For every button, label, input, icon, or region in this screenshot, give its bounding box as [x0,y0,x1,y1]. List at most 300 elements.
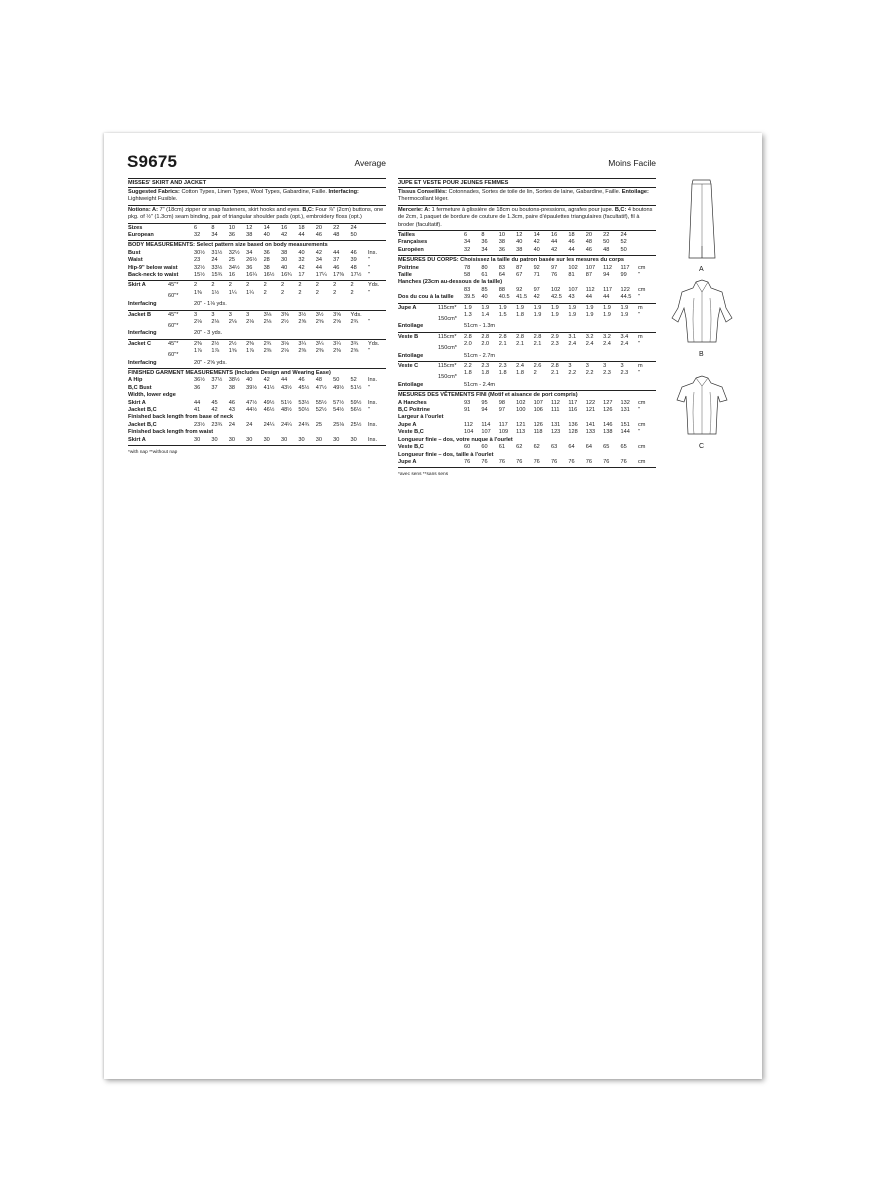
cell-value: 1.9 [603,304,611,311]
cell-value: 92 [516,286,523,293]
cell-value: 2½ [228,340,237,347]
cell-value: 83 [498,264,506,271]
cell-value: 87 [516,264,523,271]
cell-value: 24¼ [263,421,275,428]
cell-value: 2.1 [533,341,542,348]
cell-value: 3 [228,311,232,318]
cell-value: 133 [585,429,596,436]
francaises-row [398,239,656,246]
cell-value: 48 [350,264,357,271]
row-label: A Hip [128,377,143,384]
cell-value: 76 [550,458,558,465]
cell-value: 30 [263,436,270,443]
cell-value: 1.9 [620,304,629,311]
cell-value: 15¾ [211,271,223,278]
cell-value: 1.9 [568,304,577,311]
cell-value: 43½ [280,384,292,391]
cell-value: 24¼ [280,421,292,428]
cell-value: 107 [568,286,578,293]
cell-value: 57½ [333,399,345,406]
cell-value: 1⅜ [194,289,202,296]
cell-value: 2.8 [498,333,507,340]
finished-row [398,452,656,459]
body-row [128,257,386,264]
cell-value: 25⅛ [333,421,345,428]
cell-value: 1¼ [228,289,237,296]
cell-value: 44 [603,294,610,301]
cell-value: 8 [211,224,215,231]
french-table-body [398,178,656,479]
row-label: Interfacing [128,301,157,308]
cell-value: 44½ [246,407,258,414]
cell-value: 2 [298,282,302,289]
cell-value: 59½ [350,399,362,406]
garment-label: Jacket B [128,311,152,318]
sizes-row [398,232,656,239]
cell-value: 8 [481,231,485,238]
cell-unit: " [368,319,370,325]
cell-value: 76 [464,458,471,465]
cell-value: 33½ [211,264,223,271]
cell-value: 38 [263,264,270,271]
cell-value: 34 [481,246,488,253]
finished-row [398,414,656,421]
cell-value: 71 [533,271,540,278]
cell-value: 76 [533,458,540,465]
cell-value: 1.9 [585,312,594,318]
row-label: B,C Bust [128,384,152,391]
cell-value: 126 [603,407,613,414]
cell-value: 1.9 [533,304,542,311]
cell-value: 23 [194,257,201,264]
interfacing-value: 20" - 2⅝ yds. [194,359,227,366]
cell-value: 97 [550,264,558,271]
cell-value: 92 [533,264,540,271]
cell-value: 30 [333,436,340,443]
cell-value: 2 [315,282,319,289]
row-label: Sizes [128,224,143,231]
garment-label: Jacket C [128,340,152,347]
cell-value: 65 [603,444,610,451]
yardage-table [128,312,386,338]
cell-value: 41.5 [516,294,528,301]
cell-value: 48 [315,377,322,384]
cell-value: 43 [568,294,575,301]
yardage-row [398,341,656,348]
cell-value: 2⅛ [194,319,202,325]
cell-value: 1¼ [246,289,254,296]
cell-value: 44 [568,246,575,253]
cell-value: 47½ [246,399,258,406]
row-label [128,290,194,300]
cell-value: 112 [464,421,473,428]
row-label: Entoilage [398,381,424,388]
cell-value: 34 [464,239,471,246]
cell-value: 2⅜ [298,348,307,355]
fabric-width: 60"* [168,351,179,358]
cell-value: 36 [498,246,506,253]
row-label: A Hanches [398,399,427,406]
cell-value: 128 [568,429,578,436]
cell-value: 48 [333,231,340,238]
cell-unit: cm [638,399,646,406]
body-row [398,287,656,294]
cell-value: 1.9 [533,312,542,318]
cell-value: 107 [481,429,491,436]
cell-value: 44 [550,239,558,246]
cell-value: 36½ [194,377,205,384]
european-row [398,247,656,254]
cell-value: 3¾ [350,340,359,347]
cell-value: 80 [481,264,488,271]
finished-row [128,385,386,392]
cell-value: 94 [603,271,610,278]
cell-value: 43 [228,407,236,414]
yardage-table [398,305,656,331]
cell-value: 2.1 [516,341,524,348]
cell-value: 52½ [315,407,327,414]
cell-value: 2¾ [263,340,272,347]
body-heading: MESURES DU CORPS: Choisissez la taille du patron basée sur les mesures du corps [398,257,624,264]
cell-unit: Ins. [368,377,378,384]
yardage-table [398,334,656,360]
sizes-table [398,232,656,254]
row-label: Longueur finie – dos, taille à l'ourlet [398,451,494,458]
notions-label: Notions: A: [128,206,158,213]
cell-value: 41½ [263,384,275,391]
cell-value: 38 [280,249,288,256]
cell-value: 81 [568,271,575,278]
yardage-table [128,341,386,367]
english-table-body [128,178,386,457]
finished-row [398,437,656,444]
cell-value: 46 [568,239,575,246]
body-table [128,250,386,280]
cell-value: 51½ [350,384,362,391]
finished-row [398,422,656,429]
difficulty-label-fr: Moins Facile [608,158,656,168]
notions-text: Mercerie: A: 1 fermeture à glissière de 18cm ou boutons-pressions, agrafes pour jupe. B,C: 4 boutons de 2cm, 1 paquet de bordure de couture de 1.3cm, paire d'épaulettes triangulaires (facultatif), fil à broder (facultatif). [398,206,653,228]
cell-value: 20 [585,231,592,238]
cell-unit [638,232,656,239]
cell-value: 50 [333,377,340,384]
cell-value: 131 [620,407,630,414]
cell-unit: Ins. [368,436,378,443]
cell-value: 24 [246,421,253,428]
cell-unit: cm [638,458,646,465]
european-row [128,232,386,239]
cell-value: 62 [516,444,523,451]
difficulty-label: Average [354,158,386,168]
cell-value: 38 [246,231,253,238]
cell-value: 42 [315,249,322,256]
garment-label: Jupe A [398,304,417,311]
cell-value: 51½ [280,399,292,406]
finished-row [398,459,656,466]
cell-value: 24 [620,231,627,238]
cell-value: 3½ [298,311,307,318]
cell-value: 32 [194,231,201,238]
cell-unit: " [638,341,640,348]
cell-value: 26½ [246,257,258,264]
body-row [398,265,656,272]
cell-value: 60 [464,444,471,451]
cell-value: 85 [481,286,488,293]
cell-value: 2 [263,289,267,296]
cell-value: 117 [568,399,578,406]
rule [128,339,386,340]
cell-value: 2⅛ [263,319,272,325]
cell-unit: " [638,370,640,377]
cell-value: 25½ [350,421,362,428]
body-row [398,279,656,286]
cell-unit [638,239,656,246]
cell-value: 10 [228,224,236,231]
cell-value: 40.5 [498,294,510,301]
cell-value: 3½ [315,311,324,318]
row-label: Skirt A [128,436,146,443]
fabrics-label: Tissus Conseillés: [398,188,448,195]
cell-value: 16¼ [246,271,258,278]
fabrics-text: Suggested Fabrics: Cotton Types, Linen Types, Wool Types, Gabardine, Faille. Interfacing: Lightweight Fusible. [128,188,359,203]
cell-value: 25 [228,257,236,264]
cell-value: 30 [228,436,236,443]
interfacing-row [398,382,656,389]
cell-unit: m [638,333,643,340]
row-label: Entoilage [398,352,424,359]
cell-value: 93 [464,399,471,406]
row-label [128,282,194,289]
finished-row [128,377,386,384]
cell-value: 100 [516,407,526,414]
row-label [398,370,464,381]
cell-value: 97 [533,286,540,293]
body-heading: BODY MEASUREMENTS: Select pattern size based on body measurements [128,242,328,249]
cell-value: 1.8 [516,312,524,318]
cell-value: 39½ [246,384,258,391]
cell-unit: Yds. [368,282,380,289]
cell-value: 46½ [263,407,275,414]
cell-unit: " [638,429,640,436]
cell-value: 60 [481,444,488,451]
finished-row [128,429,386,436]
row-label: Finished back length from waist [128,429,214,436]
cell-value: 24 [211,257,218,264]
cell-value: 46 [298,377,305,384]
cell-value: 76 [568,458,575,465]
cell-value: 16½ [263,271,275,278]
cell-value: 40 [533,246,540,253]
interfacing-value: 51cm - 1.3m [464,323,496,330]
rule [398,361,656,362]
cell-value: 32½ [194,264,205,271]
cell-value: 2⅝ [350,348,359,355]
cell-value: 30 [194,436,201,443]
cell-value: 46 [585,246,592,253]
cell-value: 18 [568,231,575,238]
yardage-row [398,370,656,377]
interfacing-row [398,323,656,330]
cell-value: 17⅜ [333,271,345,278]
row-label: Tailles [398,231,415,238]
cell-value: 112 [585,286,595,293]
cell-value: 3 [246,311,250,318]
cell-unit: m [638,304,643,311]
cell-value: 2.3 [498,363,507,370]
cell-value: 52 [350,377,357,384]
row-label: Entoilage [398,323,424,330]
body-row [398,294,656,301]
cell-value: 40 [263,231,270,238]
cell-value: 50½ [298,407,310,414]
interfacing-value: 51cm - 2.4m [464,381,496,388]
finished-row [128,400,386,407]
cell-value: 3 [620,363,624,370]
cell-value: 2⅝ [333,319,341,325]
cell-value: 2½ [280,319,289,325]
cell-unit [368,312,386,319]
cell-value: 36 [246,264,253,271]
cell-value: 2 [280,289,285,296]
fabric-width: 115cm* [438,333,457,340]
cell-value: 36 [194,384,201,391]
finished-row [398,429,656,436]
cell-value: 2⅜ [333,348,341,355]
cell-value: 1.9 [603,312,611,318]
cell-value: 2⅛ [280,348,289,355]
cell-value: 12 [246,224,253,231]
rule [128,205,386,206]
cell-value: 97 [498,407,506,414]
cell-value: 76 [620,458,627,465]
cell-value: 2.2 [464,363,472,370]
cell-value: 121 [585,407,596,414]
cell-value: 28 [263,257,270,264]
cell-unit [368,225,386,232]
cell-value: 78 [464,264,471,271]
garment-label: Skirt A [128,282,146,289]
cell-value: 39 [350,257,357,264]
cell-value: 2 [298,289,302,296]
cell-value: 30 [280,257,288,264]
cell-unit: " [368,257,370,264]
cell-value: 62 [533,444,540,451]
cell-value: 2⅜ [246,340,254,347]
cell-value: 30 [211,436,218,443]
cell-value: 2.3 [481,363,490,370]
cell-value: 112 [550,399,560,406]
cell-value: 49½ [263,399,275,406]
cell-value: 3⅛ [280,340,289,347]
cell-value: 48½ [280,407,292,414]
cell-value: 95 [481,399,488,406]
cell-value: 1.9 [568,312,577,318]
cell-value: 1.3 [464,312,472,318]
yardage-table [398,363,656,389]
cell-value: 2.0 [464,341,472,348]
cell-value: 18 [298,224,305,231]
cell-value: 102 [568,264,578,271]
row-label: Skirt A [128,399,146,406]
cell-value: 16 [280,224,288,231]
cell-value: 61 [498,444,506,451]
finished-row [128,407,386,414]
cell-value: 2¾ [350,319,359,325]
cell-value: 102 [516,399,526,406]
row-label [398,363,464,370]
cell-value: 40 [246,377,253,384]
cell-value: 6 [194,224,198,231]
cell-value: 2⅜ [194,340,202,347]
row-label: Dos du cou à la taille [398,294,454,301]
cell-value: 106 [533,407,543,414]
cell-value: 2.1 [498,341,507,348]
cell-value: 64 [568,444,575,451]
finished-row [128,437,386,444]
cell-value: 2.1 [550,370,559,377]
cell-value: 1⅞ [194,348,202,355]
cell-unit: Ins. [368,421,378,428]
cell-value: 1.9 [481,304,490,311]
cell-value: 2 [350,282,354,289]
row-label: Européen [398,246,424,253]
finished-heading: MESURES DES VÊTEMENTS FINI (Motif et aisance de port compris) [398,392,578,399]
cell-unit: cm [638,421,646,428]
cell-value: 3⅝ [333,311,341,318]
cell-value: 3.2 [603,333,611,340]
cell-value: 2 [315,289,319,296]
cell-value: 98 [498,399,506,406]
view-label-c: C [699,443,705,450]
cell-value: 1.4 [481,312,490,318]
fabric-width: 60"* [168,293,179,300]
notions-bc-label: B,C: [614,206,627,213]
cell-value: 44 [194,399,201,406]
cell-value: 24¾ [298,421,310,428]
cell-value: 127 [603,399,613,406]
row-label: Interfacing [128,359,157,366]
body-row [128,265,386,272]
finished-row [398,444,656,451]
cell-value: 2.8 [481,333,490,340]
cell-value: 34 [211,231,218,238]
rule [128,223,386,224]
cell-value: 42 [263,377,270,384]
cell-value: 44 [333,249,340,256]
cell-value: 2.8 [550,363,559,370]
row-label: Françaises [398,239,428,246]
row-label: Finished back length from base of neck [128,414,234,421]
row-label: Hanches (23cm au-dessous de la taille) [398,279,503,286]
cell-value: 2.9 [550,333,559,340]
interfacing-label: Interfacing: [328,188,359,195]
rule [398,467,656,468]
cell-value: 1.9 [498,304,507,311]
cell-value: 42 [298,264,305,271]
cell-value: 76 [516,458,523,465]
cell-value: 2 [333,289,337,296]
cell-value: 3⅜ [280,311,289,318]
cell-value: 30 [298,436,305,443]
rule [398,230,656,231]
cell-value: 42.5 [550,294,562,301]
cell-value: 48 [603,246,610,253]
cell-value: 91 [464,407,471,414]
finished-row [398,407,656,414]
cell-value: 16 [550,231,558,238]
row-label: Width, lower edge [128,392,176,399]
cell-value: 107 [533,399,543,406]
